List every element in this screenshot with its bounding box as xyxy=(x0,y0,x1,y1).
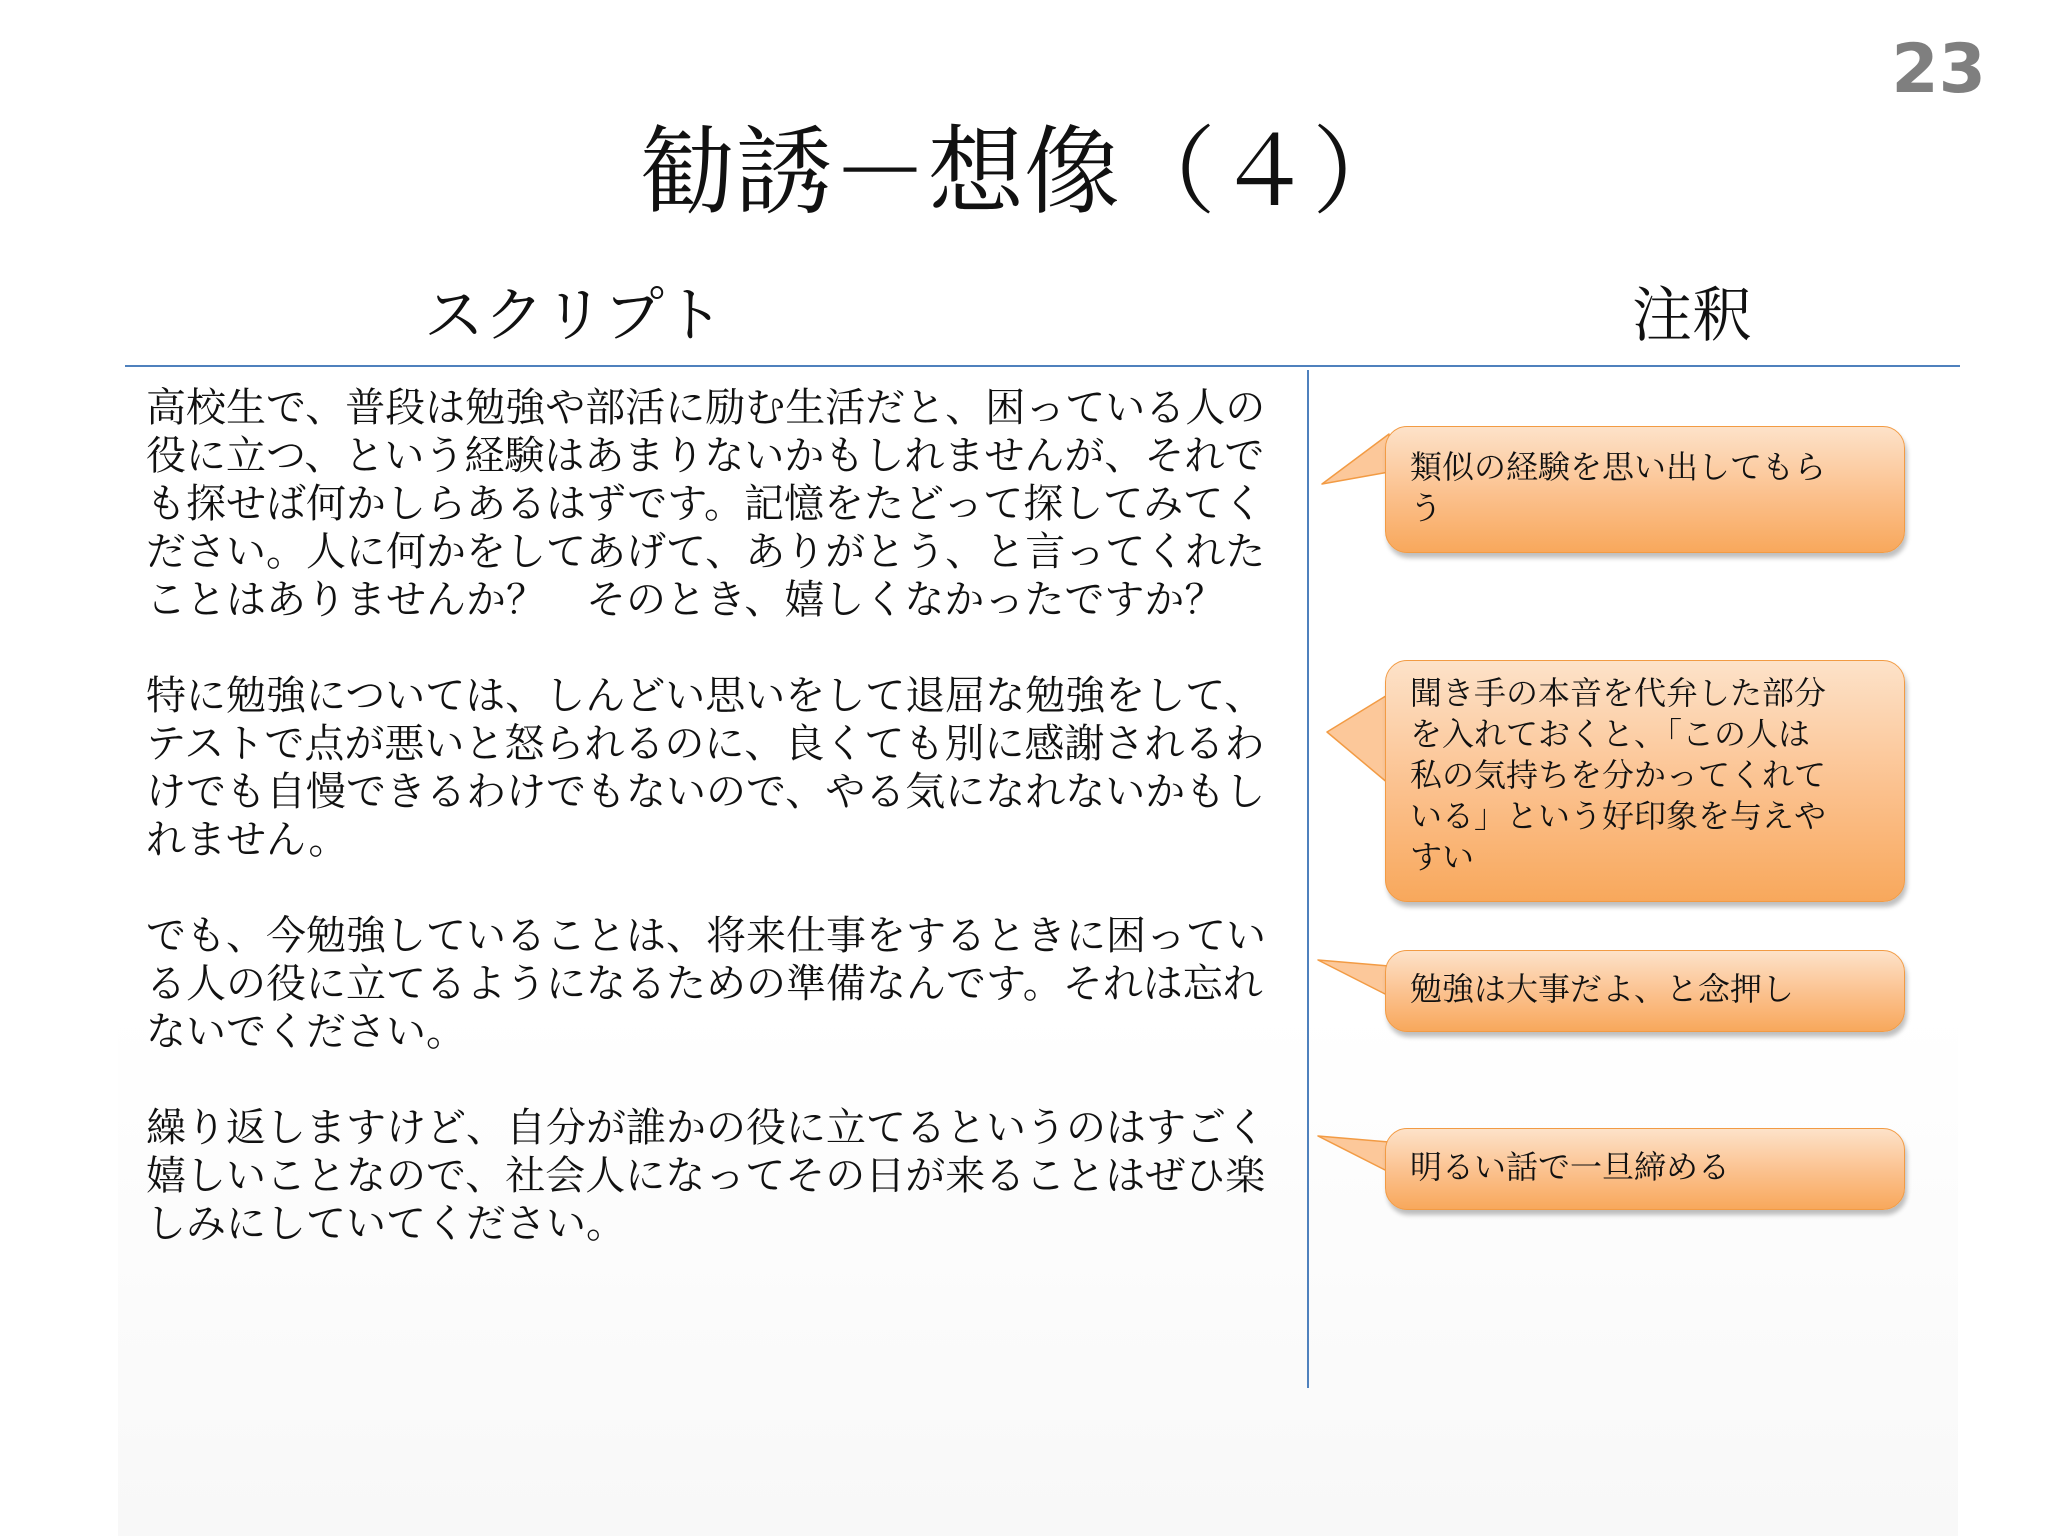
callout-pointer-3 xyxy=(1316,958,1396,1003)
notes-column-header: 注釈 xyxy=(1632,281,1752,351)
script-paragraph-3: でも、今勉強していることは、将来仕事をするときに困ってい る人の役に立てるようになるための準備なんです。それは忘れ ないでください。 xyxy=(146,913,1266,1055)
slide-title: 勧誘－想像（４） xyxy=(640,116,1408,228)
callout-pointer-4 xyxy=(1316,1134,1396,1179)
header-divider xyxy=(125,365,1960,367)
script-column-header: スクリプト xyxy=(424,281,724,351)
annotation-callout-2: 聞き手の本音を代弁した部分 を入れておくと、「この人は 私の気持ちを分かってくれて いる」という好印象を与えや すい xyxy=(1385,660,1905,902)
script-text xyxy=(146,384,1286,1248)
script-paragraph-2: 特に勉強については、しんどい思いをして退屈な勉強をして、 テストで点が悪いと怒られるのに、良くても別に感謝されるわ けでも自慢できるわけでもないので、やる気になれないかもし れません。 xyxy=(146,673,1266,863)
annotation-callout-3: 勉強は大事だよ、と念押し xyxy=(1385,950,1905,1032)
column-divider xyxy=(1307,370,1309,1388)
annotation-callout-1: 類似の経験を思い出してもら う xyxy=(1385,426,1905,553)
page-number: 23 xyxy=(1891,30,1986,109)
script-paragraph-1: 高校生で、普段は勉強や部活に励む生活だと、困っている人の 役に立つ、という経験はあまりないかもしれませんが、それで も探せば何かしらあるはずです。記憶をたどって探してみてく ださい。人に何かをしてあげて、ありがとう、と言ってくれた ことはありませんか？ そのとき、嬉しくなかったですか？ xyxy=(146,385,1266,623)
annotation-callout-4: 明るい話で一旦締める xyxy=(1385,1128,1905,1210)
script-paragraph-4: 繰り返しますけど、自分が誰かの役に立てるというのはすごく 嬉しいことなので、社会人になってその日が来ることはぜひ楽 しみにしていてください。 xyxy=(146,1105,1266,1247)
